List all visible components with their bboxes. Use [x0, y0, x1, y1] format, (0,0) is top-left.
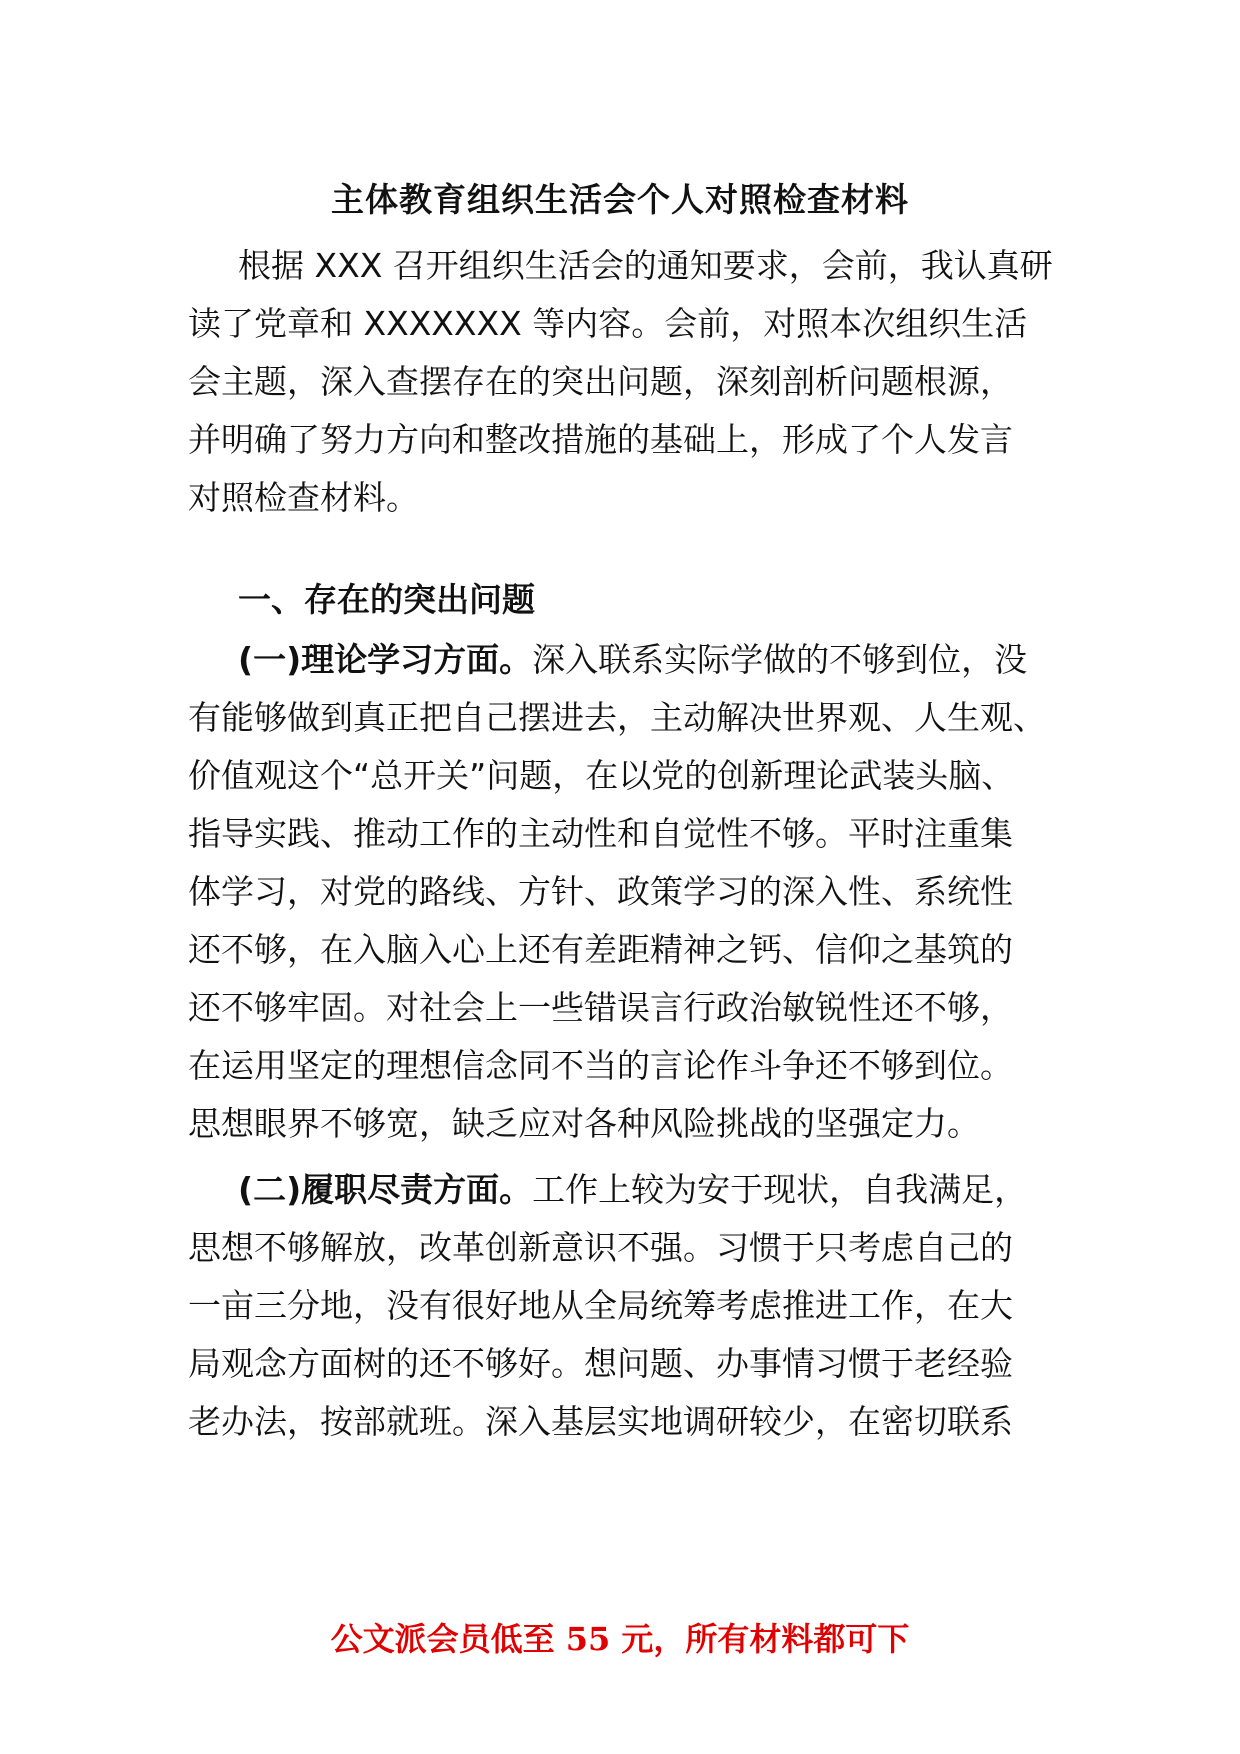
intro-line: 对照检查材料。	[188, 478, 419, 517]
paragraph-line: 有能够做到真正把自己摆进去，主动解决世界观、人生观、	[188, 698, 1046, 737]
paragraph-line: 思想眼界不够宽，缺乏应对各种风险挑战的坚强定力。	[188, 1104, 980, 1143]
paragraph-line: 局观念方面树的还不够好。想问题、办事情习惯于老经验	[188, 1344, 1013, 1383]
intro-line: 并明确了努力方向和整改措施的基础上，形成了个人发言	[188, 420, 1013, 459]
paragraph-line: 一亩三分地，没有很好地从全局统筹考虑推进工作，在大	[188, 1286, 1013, 1325]
subsection-2-label: (二)履职尽责方面。	[238, 1170, 533, 1209]
paragraph-line: 还不够，在入脑入心上还有差距精神之钙、信仰之基筑的	[188, 930, 1013, 969]
paragraph-line: 在运用坚定的理想信念同不当的言论作斗争还不够到位。	[188, 1046, 1013, 1085]
intro-line: 根据 XXX 召开组织生活会的通知要求，会前，我认真研	[238, 246, 1053, 285]
document-title: 主体教育组织生活会个人对照检查材料	[331, 180, 909, 219]
subsection-2-text: 工作上较为安于现状，自我满足，	[532, 1170, 1028, 1209]
paragraph-line: 老办法，按部就班。深入基层实地调研较少，在密切联系	[188, 1402, 1013, 1441]
subsection-1-first-line	[238, 638, 1027, 682]
paragraph-line: 体学习，对党的路线、方针、政策学习的深入性、系统性	[188, 872, 1013, 911]
section-heading: 一、存在的突出问题	[238, 580, 535, 619]
paragraph-line: 思想不够解放，改革创新意识不强。习惯于只考虑自己的	[188, 1228, 1013, 1267]
intro-line: 读了党章和 XXXXXXX 等内容。会前，对照本次组织生活	[188, 304, 1028, 343]
paragraph-line: 指导实践、推动工作的主动性和自觉性不够。平时注重集	[188, 814, 1013, 853]
subsection-1-text: 深入联系实际学做的不够到位，没	[532, 640, 1028, 679]
promo-notice: 公文派会员低至 55 元，所有材料都可下	[330, 1620, 910, 1658]
subsection-2-first-line	[238, 1168, 1027, 1212]
paragraph-line: 还不够牢固。对社会上一些错误言行政治敏锐性还不够，	[188, 988, 1013, 1027]
intro-line: 会主题，深入查摆存在的突出问题，深刻剖析问题根源，	[188, 362, 1013, 401]
subsection-1-label: (一)理论学习方面。	[238, 640, 533, 679]
paragraph-line: 价值观这个“总开关”问题，在以党的创新理论武装头脑、	[188, 756, 1015, 795]
